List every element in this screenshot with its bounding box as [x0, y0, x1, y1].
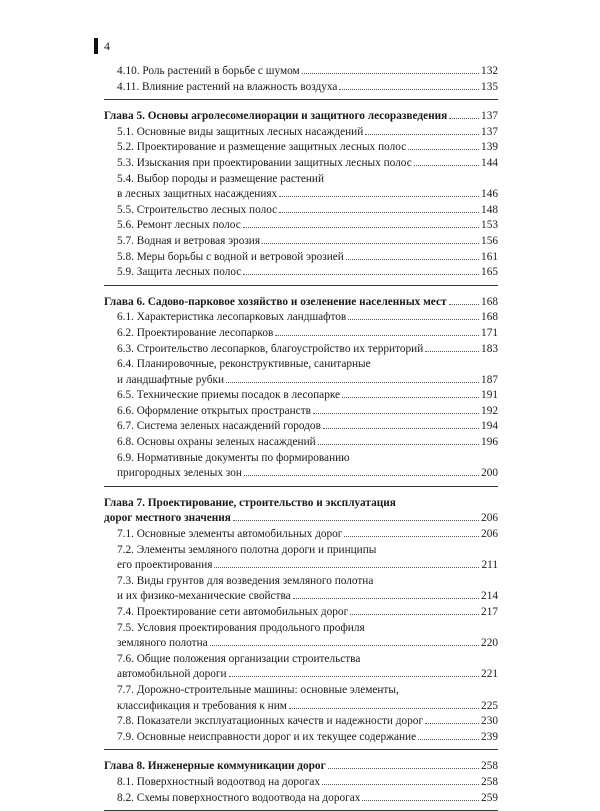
dot-leader — [313, 413, 479, 414]
toc-page-number: 258 — [481, 760, 498, 773]
toc-page-number: 259 — [481, 791, 498, 804]
toc-page-number: 191 — [481, 389, 498, 402]
dot-leader — [210, 645, 479, 646]
toc-line — [104, 109, 498, 125]
toc-line — [117, 574, 498, 590]
toc-title-text: Глава 6. Садово-парковое хозяйство и озеленение населенных мест — [104, 295, 447, 308]
toc-page-number: 192 — [481, 404, 498, 417]
dot-leader — [342, 397, 479, 398]
dot-leader — [449, 118, 479, 119]
toc-page-number: 153 — [481, 219, 498, 232]
toc-line — [117, 125, 498, 141]
toc-entry[interactable] — [104, 730, 498, 746]
chapter-divider — [104, 486, 498, 487]
toc-line — [117, 310, 498, 326]
toc-line — [117, 714, 498, 730]
toc-page-number: 144 — [481, 156, 498, 169]
toc-line — [117, 140, 498, 156]
dot-leader — [318, 444, 479, 445]
toc-title-text: 5.1. Основные виды защитных лесных насаждений — [117, 125, 364, 138]
toc-entry[interactable] — [104, 310, 498, 326]
toc-chapter — [104, 64, 498, 100]
toc-title-text: земляного полотна — [117, 637, 208, 650]
toc-page-number: 132 — [481, 65, 498, 77]
toc-title-text: классификация и требования к ним — [117, 699, 287, 712]
dot-leader — [414, 165, 479, 166]
dot-leader — [346, 259, 479, 260]
toc-title-text: и их физико-механические свойства — [117, 590, 291, 603]
chapter-divider — [104, 285, 498, 286]
toc-page-number: 230 — [481, 715, 498, 728]
toc-entry[interactable] — [104, 156, 498, 172]
toc-title-text: 4.11. Влияние растений на влажность воздуха — [117, 80, 338, 93]
toc-line — [117, 699, 498, 715]
toc-entry[interactable] — [104, 326, 498, 342]
toc-entry[interactable] — [104, 652, 498, 683]
toc-entry[interactable] — [104, 172, 498, 203]
toc-entry[interactable] — [104, 218, 498, 234]
toc-line — [117, 527, 498, 543]
toc-title-text: 4.10. Роль растений в борьбе с шумом — [117, 65, 300, 77]
toc-line — [117, 621, 498, 637]
toc-page-number: 161 — [481, 250, 498, 263]
toc-entry[interactable] — [104, 605, 498, 621]
toc-line — [117, 775, 498, 791]
toc-line — [117, 667, 498, 683]
toc-chapter-heading[interactable] — [104, 496, 498, 527]
dot-leader — [425, 351, 479, 352]
toc-page-number: 156 — [481, 234, 498, 247]
toc-line — [117, 558, 498, 574]
toc-line — [117, 730, 498, 746]
toc-entry[interactable] — [104, 64, 498, 80]
toc-page-number: 183 — [481, 342, 498, 355]
toc-title-text: 6.4. Планировочные, реконструктивные, санитарные — [117, 358, 371, 371]
dot-leader — [323, 428, 479, 429]
toc-entry[interactable] — [104, 265, 498, 281]
toc-title-text: 5.7. Водная и ветровая эрозия — [117, 234, 261, 247]
toc-title-text: 6.7. Система зеленых насаждений городов — [117, 420, 321, 433]
toc-title-text: 7.1. Основные элементы автомобильных дорог — [117, 528, 343, 541]
toc-entry[interactable] — [104, 342, 498, 358]
toc-title-text: 5.5. Строительство лесных полос — [117, 203, 278, 216]
dot-leader — [302, 73, 479, 74]
dot-leader — [226, 382, 479, 383]
toc-page-number: 137 — [481, 110, 498, 123]
toc-title-text: и ландшафтные рубки — [117, 373, 225, 386]
toc-title-text: 5.9. Защита лесных полос — [117, 266, 242, 279]
toc-line — [117, 172, 498, 188]
page-number: 4 — [104, 39, 110, 53]
toc-title-text: 5.4. Выбор породы и размещение растений — [117, 172, 324, 185]
chapter-divider — [104, 99, 498, 100]
dot-leader — [243, 227, 479, 228]
toc-title-text: 7.3. Виды грунтов для возведения земляного полотна — [117, 574, 374, 587]
toc-entry[interactable] — [104, 775, 498, 791]
toc-page-number: 139 — [481, 141, 498, 154]
toc-line — [117, 326, 498, 342]
toc-entry[interactable] — [104, 203, 498, 219]
toc-title-text: Глава 5. Основы агролесомелиорации и защитного лесоразведения — [104, 110, 448, 123]
dot-leader — [418, 739, 479, 740]
toc-line — [117, 388, 498, 404]
toc-line — [117, 357, 498, 373]
toc-title-text: автомобильной дороги — [117, 668, 227, 681]
toc-line — [117, 203, 498, 219]
toc-page-number: 214 — [481, 590, 498, 603]
toc-page-number: 206 — [481, 528, 498, 541]
toc-title-text: Глава 7. Проектирование, строительство и эксплуатация — [104, 496, 396, 509]
toc-line — [117, 342, 498, 358]
toc-title-text: пригородных зеленых зон — [117, 467, 242, 480]
dot-leader — [275, 335, 479, 336]
toc-entry[interactable] — [104, 683, 498, 714]
toc-title-text: 5.8. Меры борьбы с водной и ветровой эрозией — [117, 250, 344, 263]
toc-page-number: 168 — [481, 295, 498, 308]
toc-line — [117, 791, 498, 807]
page-marker-bar — [94, 38, 98, 54]
toc-page-number: 211 — [481, 559, 498, 572]
toc-line — [117, 373, 498, 389]
toc-line — [104, 511, 498, 527]
dot-leader — [350, 614, 479, 615]
toc-entry[interactable] — [104, 125, 498, 141]
toc-title-text: 7.2. Элементы земляного полотна дороги и принципы — [117, 543, 377, 556]
toc-title-text: 5.6. Ремонт лесных полос — [117, 219, 241, 232]
toc-page-number: 225 — [481, 699, 498, 712]
toc-entry[interactable] — [104, 574, 498, 605]
toc-title-text: 5.2. Проектирование и размещение защитных лесных полос — [117, 141, 407, 154]
toc-line — [104, 496, 498, 512]
dot-leader — [408, 149, 479, 150]
dot-leader — [365, 134, 479, 135]
dot-leader — [229, 676, 479, 677]
toc-chapter-heading[interactable] — [104, 759, 498, 775]
toc-entry[interactable] — [104, 714, 498, 730]
dot-leader — [233, 520, 479, 521]
toc-page-number: 171 — [481, 326, 498, 339]
toc-entry[interactable] — [104, 451, 498, 482]
dot-leader — [328, 768, 479, 769]
toc-title-text: 7.9. Основные неисправности дорог и их текущее содержание — [117, 730, 417, 743]
dot-leader — [293, 598, 479, 599]
toc-title-text: 6.8. Основы охраны зеленых насаждений — [117, 436, 316, 449]
toc-title-text: в лесных защитных насаждениях — [117, 188, 278, 201]
toc-entry[interactable] — [104, 527, 498, 543]
toc-line — [117, 419, 498, 435]
toc-title-text: 8.1. Поверхностный водоотвод на дорогах — [117, 775, 321, 788]
toc-page-number: 137 — [481, 125, 498, 138]
dot-leader — [243, 274, 479, 275]
dot-leader — [289, 708, 479, 709]
dot-leader — [322, 784, 479, 785]
toc-line — [117, 234, 498, 250]
dot-leader — [344, 536, 479, 537]
toc-title-text: 6.5. Технические приемы посадок в лесопарке — [117, 389, 341, 402]
toc-page-number: 165 — [481, 266, 498, 279]
dot-leader — [339, 89, 479, 90]
toc-title-text: 7.8. Показатели эксплуатационных качеств и надежности дорог — [117, 715, 424, 728]
toc-line — [117, 64, 498, 80]
dot-leader — [425, 723, 479, 724]
toc-entry[interactable] — [104, 435, 498, 451]
toc-page-number: 148 — [481, 203, 498, 216]
toc-page-number: 221 — [481, 668, 498, 681]
toc-title-text: 7.7. Дорожно-строительные машины: основные элементы, — [117, 683, 399, 696]
toc-line — [117, 683, 498, 699]
toc-title-text: 7.4. Проектирование сети автомобильных дорог — [117, 606, 349, 618]
toc-chapter — [104, 496, 498, 751]
toc-line — [117, 80, 498, 96]
toc-page-number: 168 — [481, 311, 498, 324]
dot-leader — [348, 319, 479, 320]
toc-entry[interactable] — [104, 419, 498, 435]
toc-page-number: 258 — [481, 775, 498, 788]
toc-line — [117, 589, 498, 605]
toc-line — [117, 543, 498, 559]
toc-chapter — [104, 759, 498, 811]
toc-line — [117, 636, 498, 652]
toc-line — [117, 435, 498, 451]
dot-leader — [279, 196, 479, 197]
toc-chapter — [104, 109, 498, 286]
toc-chapter-heading[interactable] — [104, 109, 498, 125]
toc-entry[interactable] — [104, 140, 498, 156]
toc-chapter-heading[interactable] — [104, 295, 498, 311]
toc-line — [104, 759, 498, 775]
toc-entry[interactable] — [104, 543, 498, 574]
toc-page-number: 194 — [481, 420, 498, 433]
toc-page-number: 206 — [481, 512, 498, 525]
toc-page-number: 220 — [481, 637, 498, 650]
toc-line — [117, 187, 498, 203]
toc-line — [117, 605, 498, 621]
toc-line — [117, 156, 498, 172]
toc-line — [117, 404, 498, 420]
toc-entry[interactable] — [104, 234, 498, 250]
dot-leader — [244, 475, 479, 476]
toc-line — [104, 295, 498, 311]
toc-title-text: 5.3. Изыскания при проектировании защитных лесных полос — [117, 156, 412, 169]
toc-title-text: 6.2. Проектирование лесопарков — [117, 326, 274, 339]
dot-leader — [362, 800, 479, 801]
toc-line — [117, 652, 498, 668]
dot-leader — [279, 212, 479, 213]
toc-line — [117, 265, 498, 281]
toc-entry[interactable] — [104, 80, 498, 96]
toc-page-number: 135 — [481, 80, 498, 93]
toc-line — [117, 218, 498, 234]
toc-title-text: 7.6. Общие положения организации строительства — [117, 652, 361, 665]
toc-title-text: 7.5. Условия проектирования продольного профиля — [117, 621, 365, 634]
toc-page-number: 196 — [481, 436, 498, 449]
toc-page-number: 146 — [481, 188, 498, 201]
toc-entry[interactable] — [104, 404, 498, 420]
toc-entry[interactable] — [104, 621, 498, 652]
toc-title-text: 6.3. Строительство лесопарков, благоустройство их территорий — [117, 342, 424, 355]
toc-title-text: 6.6. Оформление открытых пространств — [117, 404, 311, 417]
toc-page-number: 217 — [481, 606, 498, 618]
dot-leader — [449, 304, 480, 305]
toc-entry[interactable] — [104, 250, 498, 266]
toc-title-text: 6.9. Нормативные документы по формированию — [117, 451, 350, 464]
table-of-contents — [104, 64, 498, 811]
toc-line — [117, 466, 498, 482]
toc-title-text: 6.1. Характеристика лесопарковых ландшафтов — [117, 311, 347, 324]
toc-title-text: 8.2. Схемы поверхностного водоотвода на дорогах — [117, 791, 361, 804]
page-number-marker — [94, 38, 110, 54]
toc-page-number: 187 — [481, 373, 498, 386]
toc-entry[interactable] — [104, 357, 498, 388]
toc-line — [117, 250, 498, 266]
toc-line — [117, 451, 498, 467]
toc-page-number: 200 — [481, 467, 498, 480]
dot-leader — [214, 567, 479, 568]
dot-leader — [262, 243, 479, 244]
toc-title-text: Глава 8. Инженерные коммуникации дорог — [104, 760, 326, 773]
toc-title-text: дорог местного значения — [104, 512, 231, 525]
toc-entry[interactable] — [104, 388, 498, 404]
toc-chapter — [104, 295, 498, 487]
toc-entry[interactable] — [104, 791, 498, 807]
toc-page-number: 239 — [481, 730, 498, 743]
toc-title-text: его проектирования — [117, 559, 213, 572]
